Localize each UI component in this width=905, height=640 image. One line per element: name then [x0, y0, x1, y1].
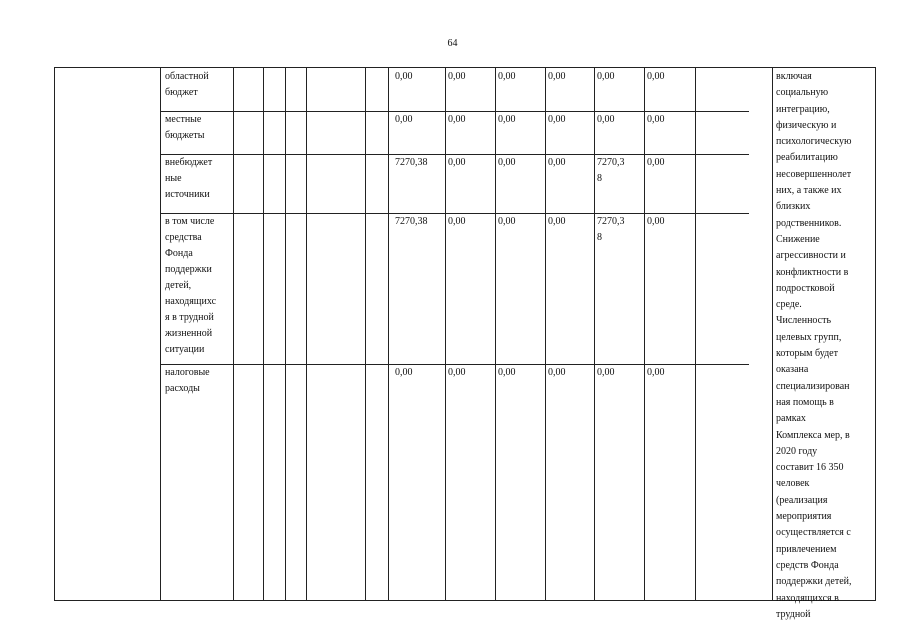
column-divider [445, 68, 446, 600]
value-cell: 0,00 [647, 157, 665, 168]
value-cell: 0,00 [395, 367, 413, 378]
value-cell: 0,00 [448, 114, 466, 125]
value-cell: 0,00 [647, 114, 665, 125]
row-label: областной бюджет [165, 71, 209, 98]
column-divider [306, 68, 307, 600]
value-cell: 0,00 [395, 71, 413, 82]
column-divider [263, 68, 264, 600]
column-divider [365, 68, 366, 600]
value-cell: 0,00 [597, 71, 615, 82]
column-divider [160, 68, 161, 600]
value-cell: 7270,3 8 [597, 157, 625, 184]
value-cell: 0,00 [395, 114, 413, 125]
column-divider [644, 68, 645, 600]
column-divider [695, 68, 696, 600]
value-cell: 0,00 [498, 216, 516, 227]
column-divider [545, 68, 546, 600]
expected-results-text: включая социальную интеграцию, физическую и психологическую реабилитацию несовершеннолет них, а также их близких родственников. Снижение агрессивности и конфликтности в подростковой среде. Численность целевых групп, которым будет оказана специализирован ная помощь в рамках Комплекса мер, в 2020 году составит 16 350 человек (реализация мероприятия осуществляется с привлечением средств Фонда поддержки детей, находящихся в трудной [776, 71, 852, 620]
row-label: местные бюджеты [165, 114, 205, 141]
row-label: налоговые расходы [165, 367, 210, 394]
column-divider [594, 68, 595, 600]
value-cell: 0,00 [647, 71, 665, 82]
value-cell: 0,00 [548, 157, 566, 168]
value-cell: 0,00 [448, 367, 466, 378]
value-cell: 0,00 [448, 157, 466, 168]
value-cell: 0,00 [647, 367, 665, 378]
value-cell: 7270,38 [395, 157, 428, 168]
value-cell: 0,00 [597, 367, 615, 378]
value-cell: 0,00 [647, 216, 665, 227]
value-cell: 0,00 [498, 367, 516, 378]
value-cell: 7270,38 [395, 216, 428, 227]
column-divider [233, 68, 234, 600]
page-number: 64 [447, 38, 458, 49]
value-cell: 0,00 [548, 71, 566, 82]
value-cell: 0,00 [498, 114, 516, 125]
value-cell: 0,00 [498, 157, 516, 168]
value-cell: 0,00 [548, 216, 566, 227]
value-cell: 0,00 [448, 216, 466, 227]
column-divider [495, 68, 496, 600]
column-divider [772, 68, 773, 600]
column-divider [388, 68, 389, 600]
row-label: в том числе средства Фонда поддержки детей, находящихс я в трудной жизненной ситуации [165, 216, 217, 355]
value-cell: 7270,3 8 [597, 216, 625, 243]
value-cell: 0,00 [548, 114, 566, 125]
value-cell: 0,00 [597, 114, 615, 125]
column-divider [285, 68, 286, 600]
value-cell: 0,00 [498, 71, 516, 82]
value-cell: 0,00 [448, 71, 466, 82]
budget-table [54, 67, 876, 620]
row-label: внебюджет ные источники [165, 157, 213, 200]
value-cell: 0,00 [548, 367, 566, 378]
